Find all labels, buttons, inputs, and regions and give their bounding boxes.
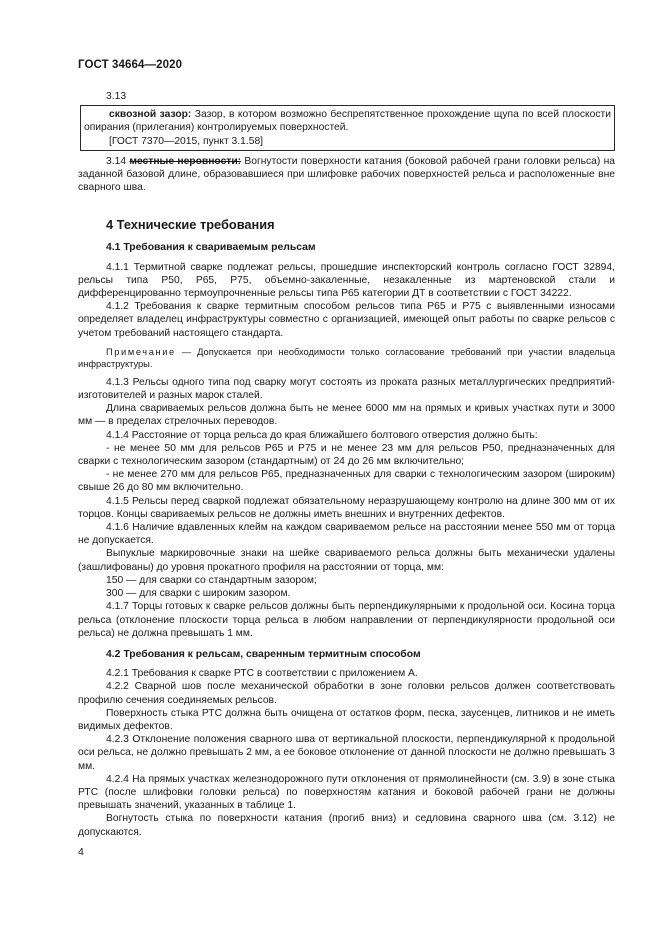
paragraph-4-2-1: 4.2.1 Требования к сварке РТС в соответствии с приложением А. bbox=[106, 668, 418, 680]
paragraph-4-1-3: 4.1.3 Рельсы одного типа под сварку могут состоять из проката разных металлургических предприятий-изготовителей и разных марок сталей. bbox=[78, 376, 615, 402]
subsection-4-1-title: 4.1 Требования к свариваемым рельсам bbox=[106, 242, 316, 254]
note-4-1-2 bbox=[78, 346, 615, 370]
term-3-13-number: 3.13 bbox=[106, 91, 127, 102]
term-3-13-reference: [ГОСТ 7370—2015, пункт 3.1.58] bbox=[109, 135, 264, 147]
paragraph-4-1-6-wide: 300 — для сварки с широким зазором. bbox=[106, 588, 291, 600]
paragraph-4-1-5: 4.1.5 Рельсы перед сваркой подлежат обязательному неразрушающему контролю на длине 300 мм от их торцов. Концы свариваемых рельсов не должны иметь внешних и внутренних дефектов. bbox=[78, 495, 615, 520]
term-3-14-term-struck: местные неровности: bbox=[129, 155, 242, 167]
term-3-14 bbox=[78, 155, 615, 195]
section-4-title: 4 Технические требования bbox=[106, 217, 275, 233]
term-3-14-text: Вогнутости поверхности катания (боковой рабочей грани головки рельса) на заданной базовой длине, образовавшиеся при шлифовке рабочих поверхностей рельса и расположенные вне сварного шва. bbox=[78, 155, 615, 194]
term-3-13-box bbox=[80, 105, 615, 151]
paragraph-4-1-7: 4.1.7 Торцы готовых к сварке рельсов должны быть перпендикулярными к продольной оси. Косина торца рельса (отклонение плоскости торца рельса в любом направлении от перпендикулярности продольной оси рельса) не должна превышать 1 мм. bbox=[78, 601, 615, 639]
paragraph-4-1-2: 4.1.2 Требования к сварке термитным способом рельсов типа Р65 и Р75 с выявленными износами определяет владелец инфраструктуры совместно с организацией, имеющей опыт работы по сварке рельсов с учетом требований настоящего стандарта. bbox=[78, 301, 615, 339]
paragraph-4-1-6-standard: 150 — для сварки со стандартным зазором; bbox=[106, 574, 317, 586]
note-text: — Допускается при необходимости только согласование требований при участии владельца инфраструктуры. bbox=[78, 346, 615, 369]
page-number: 4 bbox=[78, 846, 84, 858]
document-header-code: ГОСТ 34664—2020 bbox=[78, 59, 183, 71]
document-body bbox=[78, 90, 615, 839]
paragraph-4-1-6: 4.1.6 Наличие вдавленных клейм на каждом свариваемом рельсе на расстоянии менее 550 мм от торца не допускается. bbox=[78, 522, 615, 547]
paragraph-4-2-4-concavity: Вогнутость стыка по поверхности катания (прогиб вниз) и седловина сварного шва (см. 3.12) не допускаются. bbox=[78, 813, 615, 838]
paragraph-4-1-4-item-b: - не менее 270 мм для рельсов Р65, предназначенных для сварки с технологическим зазором (широким) свыше 26 до 80 мм включительно. bbox=[78, 469, 615, 494]
note-label: Примечание bbox=[106, 346, 176, 357]
paragraph-4-2-2: 4.2.2 Сварной шов после механической обработки в зоне головки рельсов должен соответствовать профилю сечения соединяемых рельсов. bbox=[78, 681, 615, 706]
paragraph-4-1-6-marks: Выпуклые маркировочные знаки на шейке свариваемого рельса должны быть механически удалены (зашлифованы) до уровня прокатного профиля на расстоянии от торца, мм: bbox=[78, 548, 615, 573]
subsection-4-2-title: 4.2 Требования к рельсам, сваренным термитным способом bbox=[106, 648, 421, 660]
term-3-14-number: 3.14 bbox=[106, 155, 130, 167]
paragraph-4-2-4: 4.2.4 На прямых участках железнодорожного пути отклонения от прямолинейности (см. 3.9) в зоне стыка РТС (после шлифовки головки рельса) по поверхностям катания и боковой рабочей грани не должны превышать значений, указанных в таблице 1. bbox=[78, 773, 615, 812]
term-3-13-term: сквозной зазор: bbox=[109, 109, 192, 121]
term-3-13-definition bbox=[84, 108, 611, 134]
paragraph-4-1-3-length: Длина свариваемых рельсов должна быть не менее 6000 мм на прямых и кривых участках пути и 3000 мм — в пределах стрелочных переводов. bbox=[78, 403, 615, 428]
term-3-13-text: Зазор, в котором возможно беспрепятственное прохождение щупа по всей плоскости опирания (прилегания) контролируемых поверхностей. bbox=[84, 109, 611, 134]
paragraph-4-1-4: 4.1.4 Расстояние от торца рельса до края ближайшего болтового отверстия должно быть: bbox=[106, 429, 538, 441]
paragraph-4-2-2-surface: Поверхность стыка РТС должна быть очищена от остатков форм, песка, заусенцев, литников и не иметь видимых дефектов. bbox=[78, 707, 615, 732]
paragraph-4-1-4-item-a: - не менее 50 мм для рельсов Р65 и Р75 и не менее 23 мм для рельсов Р50, предназначенных для сварки с технологическим зазором (стандартным) от 24 до 26 мм включительно; bbox=[78, 442, 615, 468]
paragraph-4-2-3: 4.2.3 Отклонение положения сварного шва от вертикальной плоскости, перпендикулярной к продольной оси рельса, не должно превышать 2 мм, а ее боковое отклонение от данной плоскости не должно превышать 3 мм. bbox=[78, 734, 615, 772]
paragraph-4-1-1: 4.1.1 Термитной сварке подлежат рельсы, прошедшие инспекторский контроль согласно ГОСТ 32894, рельсы типа Р50, Р65, Р75, объемно-закаленные, незакаленные из мартеновской стали и дифференцированно термоупрочненные рельсы типа Р65 категории ДТ в соответствии с ГОСТ 34222. bbox=[78, 261, 615, 300]
